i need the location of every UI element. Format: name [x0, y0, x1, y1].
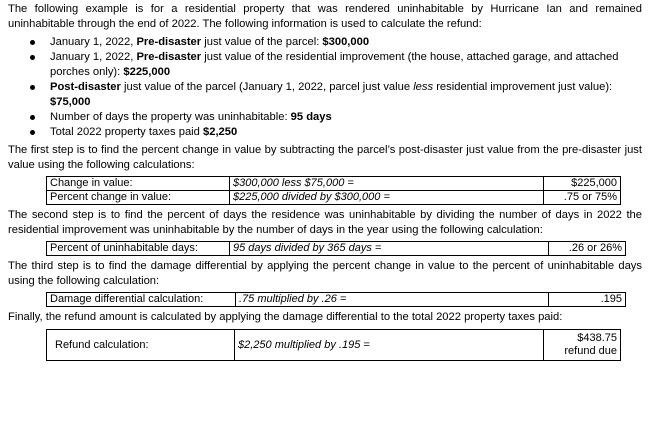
table-row — [47, 293, 626, 307]
row-calculation: $300,000 less $75,000 = — [230, 177, 544, 191]
row-calculation: 95 days divided by 365 days = — [230, 242, 549, 256]
row-calculation: .75 multiplied by .26 = — [236, 293, 549, 307]
row-result: .195 — [549, 293, 626, 307]
value-change-table — [46, 176, 621, 205]
list-item: Total 2022 property taxes paid $2,250 — [26, 125, 642, 140]
row-label: Percent change in value: — [47, 191, 230, 205]
row-result: .75 or 75% — [544, 191, 621, 205]
list-item: January 1, 2022, Pre-disaster just value of the residential improvement (the house, attached garage, and attached porches only): $225,000 — [26, 50, 642, 80]
row-calculation: $2,250 multiplied by .195 = — [235, 330, 544, 361]
list-item: Post-disaster just value of the parcel (January 1, 2022, parcel just value less residential improvement just value): $75,000 — [26, 80, 642, 110]
step4-paragraph: Finally, the refund amount is calculated by applying the damage differential to the total 2022 property taxes paid: — [8, 311, 563, 323]
row-calculation: $225,000 divided by $300,000 = — [230, 191, 544, 205]
table-row — [47, 330, 621, 361]
list-item: Number of days the property was uninhabitable: 95 days — [26, 110, 642, 125]
row-label: Change in value: — [47, 177, 230, 191]
step3-paragraph: The third step is to find the damage differential by applying the percent change in value to the percent of uninhabitable days using the following calculation: — [8, 260, 642, 287]
damage-differential-table — [46, 292, 626, 307]
table-row — [47, 242, 626, 256]
row-label: Damage differential calculation: — [47, 293, 236, 307]
refund-table — [46, 329, 621, 361]
step1-paragraph: The first step is to find the percent change in value by subtracting the parcel’s post-disaster just value from the pre-disaster just value using the following calculations: — [8, 144, 642, 171]
refund-amount: $438.75 — [577, 332, 617, 344]
row-result: .26 or 26% — [549, 242, 626, 256]
row-result — [544, 330, 621, 361]
table-row — [47, 191, 621, 205]
list-item: January 1, 2022, Pre-disaster just value of the parcel: $300,000 — [26, 35, 642, 50]
row-result: $225,000 — [544, 177, 621, 191]
uninhabitable-days-table — [46, 241, 626, 256]
intro-paragraph: The following example is for a residential property that was rendered uninhabitable by Hurricane Ian and remained uninhabitable through the end of 2022. The following information is used to calculate the refund: — [8, 3, 642, 30]
row-label: Percent of uninhabitable days: — [47, 242, 230, 256]
step2-paragraph: The second step is to find the percent of days the residence was uninhabitable by dividing the number of days in 2022 the residential improvement was uninhabitable by the number of days in the year using the following calculation: — [8, 209, 642, 236]
row-label: Refund calculation: — [47, 330, 235, 361]
facts-list — [8, 35, 642, 140]
table-row — [47, 177, 621, 191]
refund-due-label: refund due — [564, 345, 617, 357]
